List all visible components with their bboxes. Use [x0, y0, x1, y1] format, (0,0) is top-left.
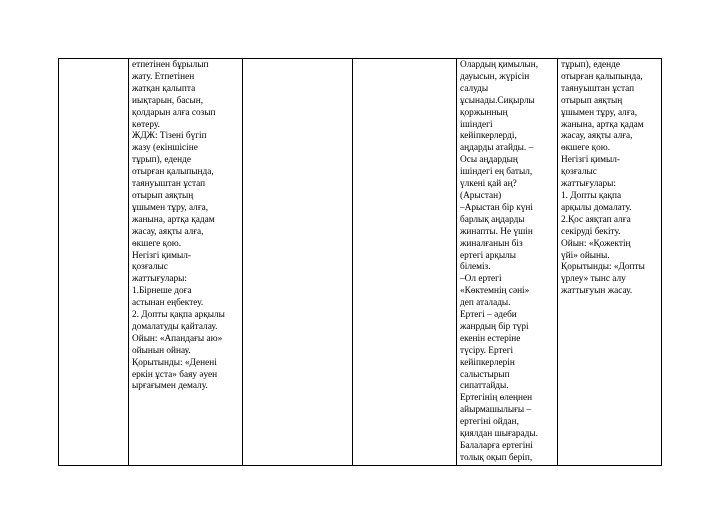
cell-text-line: түсіру. Ертегі: [460, 345, 514, 356]
table-cell-1: [59, 59, 129, 466]
cell-text-line: Ертегінің өлеңнен: [460, 393, 533, 404]
cell-text-line: иықтарын, басын,: [132, 95, 204, 106]
cell-text-line: толық оқып беріп,: [460, 452, 533, 463]
cell-text-line: тұрып), еденде: [561, 60, 621, 70]
cell-text-line: отырып аяқтың: [561, 95, 623, 106]
cell-text-line: «Көктемнің сәні»: [460, 286, 530, 297]
table-cell-6: [558, 59, 662, 466]
cell-text-line: астынан еңбектеу.: [132, 298, 204, 309]
cell-text-line: тұрып), еденде: [132, 155, 192, 166]
cell-text-line: ЖДЖ: Тізені бүгіп: [132, 131, 207, 142]
cell-text-line: үлкені қай аң?: [460, 179, 517, 190]
table-cell-5: [457, 59, 558, 466]
cell-text-line: ұсынады.Сиқырлы: [460, 95, 535, 106]
cell-text-line: отырған қалыпында,: [132, 167, 214, 178]
cell-text-line: кейіпкерлерді,: [460, 131, 517, 142]
table-row: [59, 59, 662, 466]
cell-text-line: ырғағымен демалу.: [132, 381, 208, 392]
cell-text-line: жазу (екіншісіне: [132, 143, 198, 154]
cell-text-line: өкшеге қою.: [561, 143, 611, 154]
cell-text-line: жанрдың бір түрі: [460, 321, 529, 332]
cell-text-line: Балаларға ертегіні: [460, 441, 533, 451]
table-cell-3: [243, 59, 353, 466]
cell-text-line: еркін ұста» баяу әуен: [132, 369, 218, 380]
cell-text-line: өкшеге қою.: [132, 238, 182, 249]
cell-text-line: Ертегі – әдеби: [460, 310, 517, 321]
cell-text-line: жаттығуын жасау.: [561, 286, 633, 297]
cell-text-line: Негізгі қимыл-: [561, 155, 620, 166]
table-cell-4: [353, 59, 457, 466]
cell-text-line: қиялдан шығарады.: [460, 429, 538, 440]
cell-text-line: салуды: [460, 83, 489, 94]
plan-table: [58, 58, 662, 466]
cell-text-line: 2. Допты қақпа арқылы: [132, 310, 225, 321]
cell-text-line: Негізгі қимыл-: [132, 250, 191, 261]
cell-text-line: ішіндегі: [460, 119, 493, 130]
cell-text-line: (Арыстан): [460, 190, 502, 201]
cell-text-line: Осы аңдардың: [460, 155, 518, 166]
cell-text-line: ертегі арқылы: [460, 250, 516, 261]
cell-text-line: барлық аңдарды: [460, 214, 525, 225]
table-cell-2: [129, 59, 243, 466]
cell-text-line: ұшымен тұру, алға,: [561, 107, 638, 118]
cell-text-line: жанына, артқа қадам: [561, 119, 644, 130]
cell-text-line: отырған қалыпында,: [561, 71, 643, 82]
cell-text-line: 1. Допты қақпа: [561, 190, 622, 201]
cell-text-line: жаттығулары:: [561, 179, 616, 190]
cell-text-line: таянуыштан ұстап: [132, 179, 206, 190]
cell-text-line: –Ол ертегі: [460, 274, 502, 285]
cell-text-line: жатқан қалыпта: [132, 83, 196, 94]
cell-text-line: жинапты. Не үшін: [460, 226, 533, 237]
cell-text-line: қозғалыс: [561, 167, 597, 178]
cell-text-line: сипаттайды.: [460, 381, 509, 392]
cell-text-line: –Арыстан бір күні: [460, 202, 533, 213]
cell-text-line: таянуыштан ұстап: [561, 83, 635, 94]
cell-text-line: қолдарын алға созып: [132, 107, 216, 118]
cell-text-line: Олардың қимылын,: [460, 60, 539, 70]
cell-text-line: ұшымен тұру, алға,: [132, 202, 209, 213]
cell-text-line: домалатуды қайталау.: [132, 321, 218, 332]
cell-text-line: жанына, артқа қадам: [132, 214, 215, 225]
cell-text-line: жасау, аяқты алға,: [561, 131, 633, 142]
cell-text-line: қозғалыс: [132, 262, 168, 273]
cell-text-line: етпетінен бұрылып: [132, 60, 209, 70]
cell-text-line: ертегіні ойдан,: [460, 417, 519, 428]
cell-text-line: үрлеу» тынс алу: [561, 274, 626, 285]
cell-text-line: жату. Етпетінен: [132, 71, 195, 82]
cell-text-line: салыстырып: [460, 369, 510, 380]
cell-text-line: дауысын, жүрісін: [460, 71, 530, 82]
cell-text-line: кейіпкерлерін: [460, 357, 515, 368]
cell-text-line: арқылы домалату.: [561, 202, 632, 213]
cell-text-line: көтеру.: [132, 119, 160, 130]
cell-text-line: айырмашылығы –: [460, 405, 532, 416]
cell-text-line: жаттығулары:: [132, 274, 187, 285]
cell-text-line: қоржынның: [460, 107, 508, 118]
cell-text-line: ішіндегі ең батыл,: [460, 167, 533, 178]
cell-text-line: екенін естеріне: [460, 333, 521, 344]
cell-text-line: жасау, аяқты алға,: [132, 226, 204, 237]
cell-text-line: Қорытынды: «Денені: [132, 357, 217, 368]
cell-text-line: Қорытынды: «Допты: [561, 262, 645, 273]
cell-text-line: 2.Қос аяқтап алға: [561, 214, 631, 225]
cell-text-line: Ойын: «Қожектің: [561, 238, 631, 249]
cell-text-line: отырып аяқтың: [132, 190, 194, 201]
cell-text-line: деп аталады.: [460, 298, 511, 309]
cell-text-line: аңдарды атайды. –: [460, 143, 534, 154]
cell-text-line: үйі» ойыны.: [561, 250, 610, 261]
cell-text-line: білеміз.: [460, 262, 491, 273]
cell-text-line: Ойын: «Апандағы аю»: [132, 333, 223, 344]
cell-text-line: 1.Бірнеше доға: [132, 286, 192, 297]
cell-text-line: ойынын ойнау.: [132, 345, 191, 356]
cell-text-line: секіруді бекіту.: [561, 226, 621, 237]
cell-text-line: жиналғанын біз: [460, 238, 523, 249]
